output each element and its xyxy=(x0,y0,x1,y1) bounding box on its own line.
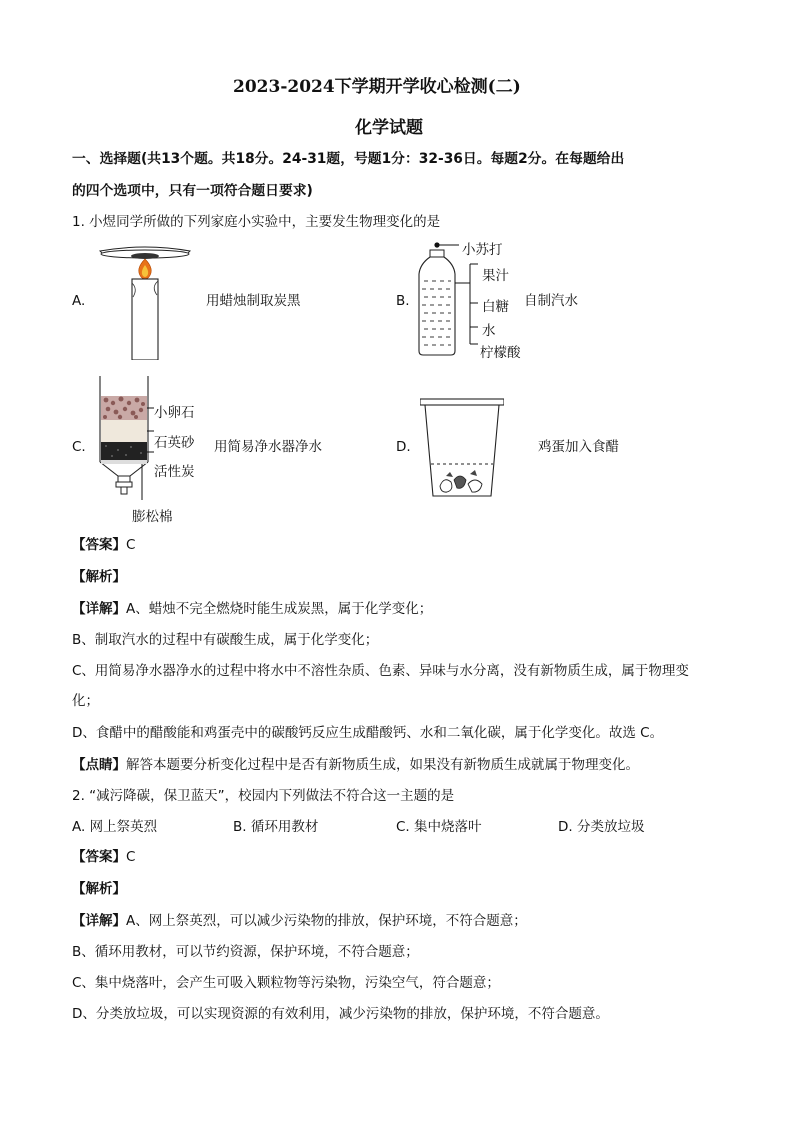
detail-2-a xyxy=(72,912,527,930)
point-1 xyxy=(72,756,639,774)
label-sugar: 白糖 xyxy=(482,299,509,315)
point-tag: 【点睛】 xyxy=(72,757,126,773)
option-d-letter: D. xyxy=(396,439,411,455)
detail-text: A、网上祭英烈，可以减少污染物的排放，保护环境，不符合题意； xyxy=(126,913,527,929)
label-citric-acid: 柠檬酸 xyxy=(480,345,521,361)
q2-option-a: A. 网上祭英烈 xyxy=(72,819,158,835)
option-a-text: 用蜡烛制取炭黑 xyxy=(206,293,301,309)
label-water: 水 xyxy=(482,323,496,339)
question-2-stem: 2. “减污降碳，保卫蓝天”，校园内下列做法不符合这一主题的是 xyxy=(72,788,455,804)
analysis-tag-1: 【解析】 xyxy=(72,569,126,585)
page-title: 2023-2024下学期开学收心检测(二) xyxy=(233,77,521,97)
answer-value: C xyxy=(126,849,136,865)
answer-line-2 xyxy=(72,848,135,866)
detail-1-a xyxy=(72,600,432,618)
label-activated-carbon: 活性炭 xyxy=(154,464,195,480)
detail-2-b: B、循环用教材，可以节约资源，保护环境，不符合题意； xyxy=(72,944,419,960)
option-b-letter: B. xyxy=(396,293,410,309)
option-d-text: 鸡蛋加入食醋 xyxy=(538,439,619,455)
label-cotton: 膨松棉 xyxy=(132,509,173,525)
detail-1-b: B、制取汽水的过程中有碳酸生成，属于化学变化； xyxy=(72,632,379,648)
option-b-text: 自制汽水 xyxy=(524,293,578,309)
label-baking-soda: 小苏打 xyxy=(462,242,503,258)
q2-option-d: D. 分类放垃圾 xyxy=(558,819,645,835)
egg-vinegar-cup-figure xyxy=(420,398,504,498)
page-subtitle: 化学试题 xyxy=(355,118,423,138)
section-instruction-line2: 的四个选项中，只有一项符合题日要求) xyxy=(72,183,313,199)
label-juice: 果汁 xyxy=(482,268,509,284)
answer-tag: 【答案】 xyxy=(72,537,126,553)
detail-tag: 【详解】 xyxy=(72,913,126,929)
option-c-letter: C. xyxy=(72,439,86,455)
detail-1-c1: C、用简易净水器净水的过程中将水中不溶性杂质、色素、异味与水分离，没有新物质生成，属于物理变 xyxy=(72,663,689,679)
candle-figure xyxy=(95,245,195,360)
label-quartz-sand: 石英砂 xyxy=(154,435,195,451)
detail-tag: 【详解】 xyxy=(72,601,126,617)
answer-tag: 【答案】 xyxy=(72,849,126,865)
detail-2-d: D、分类放垃圾，可以实现资源的有效利用，减少污染物的排放，保护环境，不符合题意。 xyxy=(72,1006,609,1022)
answer-line-1 xyxy=(72,536,135,554)
option-a-letter: A. xyxy=(72,293,86,309)
detail-2-c: C、集中烧落叶，会产生可吸入颗粒物等污染物，污染空气，符合题意； xyxy=(72,975,500,991)
detail-1-c2: 化； xyxy=(72,693,99,709)
q2-option-c: C. 集中烧落叶 xyxy=(396,819,482,835)
label-pebbles: 小卵石 xyxy=(154,405,195,421)
q2-option-b: B. 循环用教材 xyxy=(233,819,319,835)
answer-value: C xyxy=(126,537,136,553)
point-text: 解答本题要分析变化过程中是否有新物质生成，如果没有新物质生成就属于物理变化。 xyxy=(126,757,639,773)
section-instruction-line1: 一、选择题(共13个题。共18分。24-31题，号题1分：32-36日。每题2分。在每题给出 xyxy=(72,151,625,167)
question-1-stem: 1. 小煜同学所做的下列家庭小实验中，主要发生物理变化的是 xyxy=(72,214,441,230)
detail-1-d: D、食醋中的醋酸能和鸡蛋壳中的碳酸钙反应生成醋酸钙、水和二氧化碳，属于化学变化。故选 C。 xyxy=(72,725,664,741)
detail-text: A、蜡烛不完全燃烧时能生成炭黑，属于化学变化； xyxy=(126,601,433,617)
analysis-tag-2: 【解析】 xyxy=(72,881,126,897)
option-c-text: 用简易净水器净水 xyxy=(214,439,322,455)
